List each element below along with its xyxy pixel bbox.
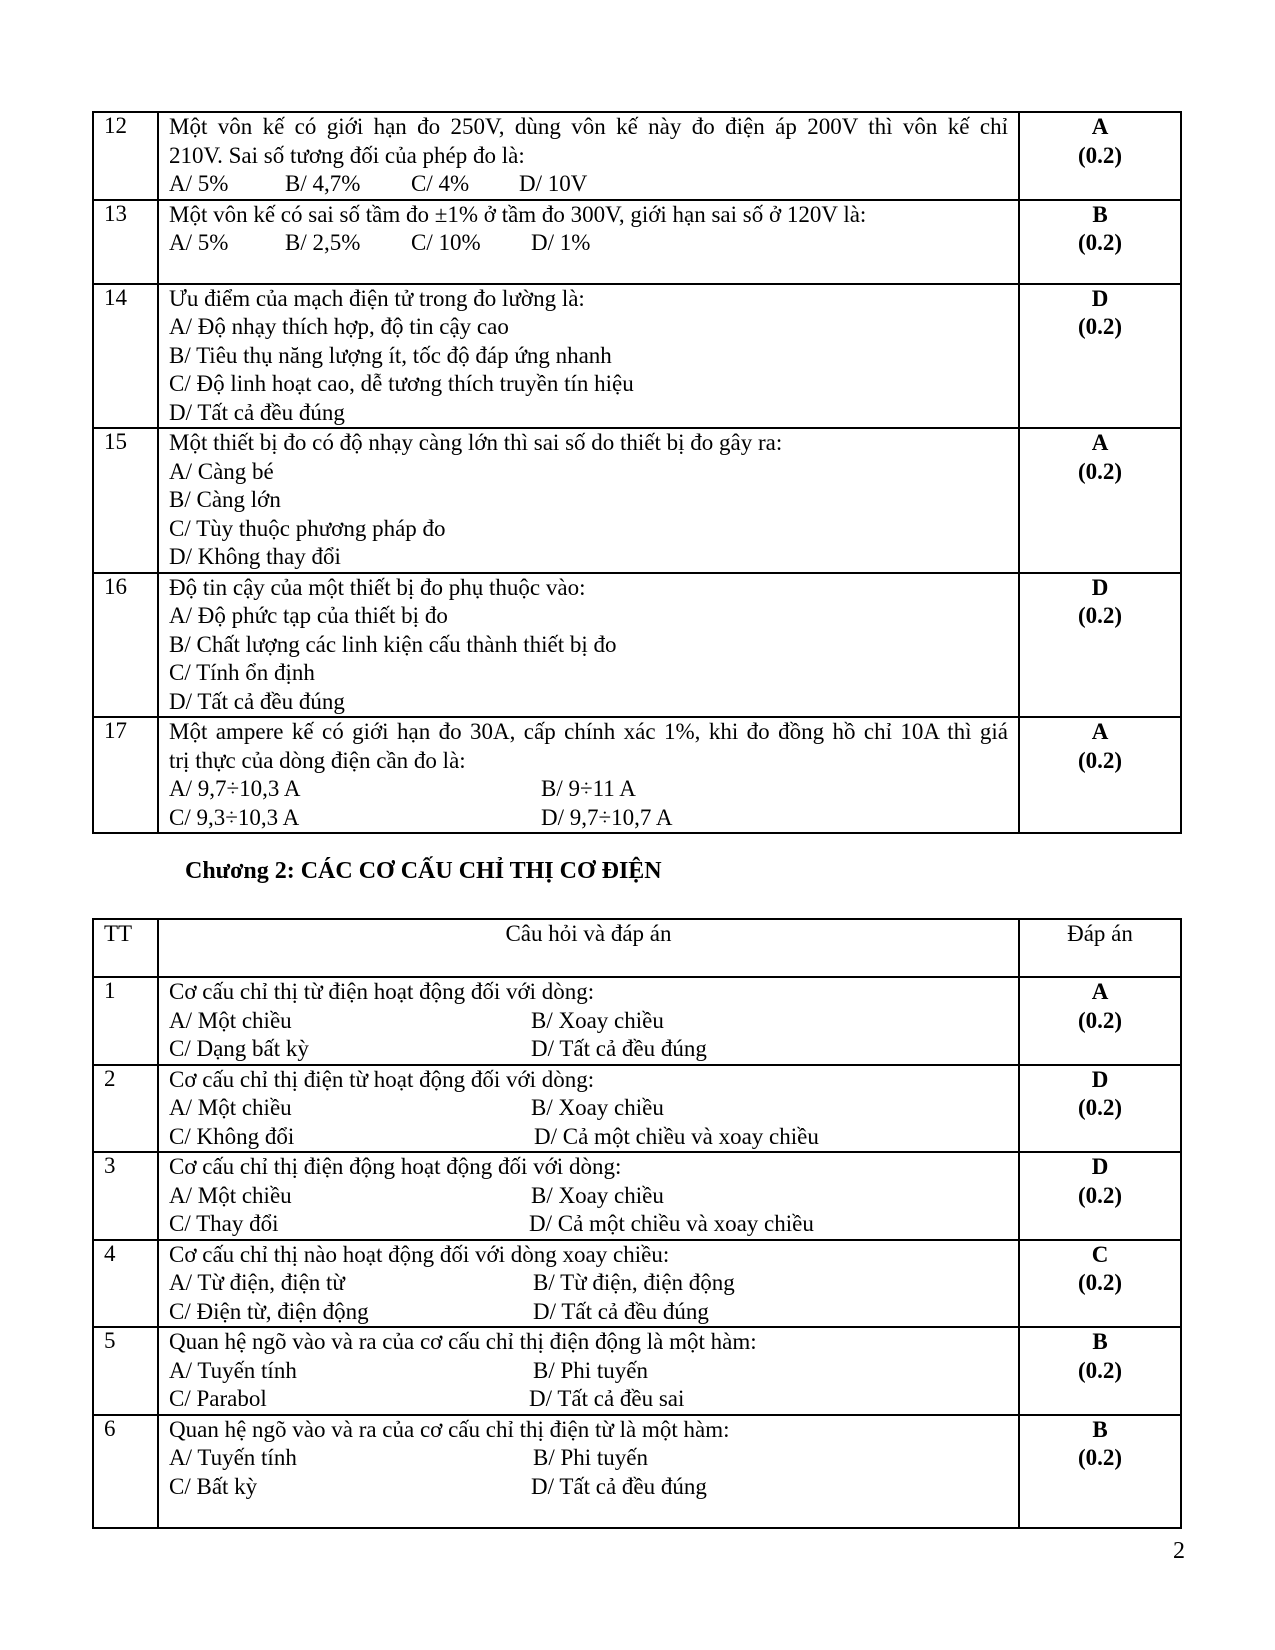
answer-letter: B <box>1092 1329 1108 1354</box>
question-number: 16 <box>93 573 158 718</box>
option: D/ Cả một chiều và xoay chiều <box>534 1123 819 1149</box>
answer-options <box>169 170 1008 199</box>
option: C/ Tính ổn định <box>169 660 315 685</box>
answer-options <box>169 775 1008 804</box>
question-cell <box>158 428 1019 573</box>
answer-score: (0.2) <box>1077 1445 1123 1470</box>
question-text: Ưu điểm của mạch điện tử trong đo lường là: <box>169 285 585 311</box>
question-number: 17 <box>93 717 158 833</box>
answer-letter: D <box>1091 285 1109 311</box>
option: A/ Độ nhạy thích hợp, độ tin cậy cao <box>169 314 509 339</box>
option: B/ 9÷11 A <box>541 776 636 801</box>
option: A/ Một chiều <box>169 1095 292 1120</box>
table-row <box>93 1415 1181 1528</box>
option: A/ 5% <box>169 171 229 196</box>
option: D/ Tất cả đều đúng <box>169 399 345 425</box>
answer-letter: B <box>1092 1416 1108 1442</box>
answer-score: (0.2) <box>1077 603 1123 628</box>
table-row <box>93 717 1181 833</box>
answer-cell <box>1019 1065 1181 1153</box>
question-number: 13 <box>93 200 158 284</box>
option: A/ Một chiều <box>169 1182 292 1208</box>
option: B/ Xoay chiều <box>531 1182 664 1208</box>
option: C/ Không đổi <box>169 1123 295 1149</box>
option: B/ Xoay chiều <box>531 1095 664 1120</box>
chapter-heading: Chương 2: CÁC CƠ CẤU CHỈ THỊ CƠ ĐIỆN <box>185 858 662 884</box>
answer-options <box>169 1473 1008 1502</box>
option: D/ Tất cả đều đúng <box>531 1036 707 1061</box>
page-number: 2 <box>1173 1538 1185 1564</box>
question-number: 4 <box>93 1240 158 1328</box>
option: B/ 2,5% <box>285 230 361 255</box>
question-text: Một thiết bị đo có độ nhạy càng lớn thì sai số do thiết bị đo gây ra: <box>169 430 783 455</box>
option: C/ 9,3÷10,3 A <box>169 804 300 830</box>
question-cell <box>158 1065 1019 1153</box>
answer-score: (0.2) <box>1077 142 1123 168</box>
question-cell <box>158 1327 1019 1415</box>
table-row <box>93 977 1181 1065</box>
option: C/ Thay đổi <box>169 1211 279 1236</box>
question-table-chapter-2 <box>92 918 1182 1529</box>
answer-cell <box>1019 1327 1181 1415</box>
question-cell <box>158 977 1019 1065</box>
question-number: 5 <box>93 1327 158 1415</box>
answer-options <box>169 229 1008 258</box>
question-text: Cơ cấu chỉ thị điện từ hoạt động đối với dòng: <box>169 1066 595 1092</box>
answer-options <box>169 1298 1008 1327</box>
option: A/ Một chiều <box>169 1007 292 1033</box>
table-row <box>93 573 1181 718</box>
answer-cell <box>1019 112 1181 200</box>
answer-cell <box>1019 1240 1181 1328</box>
option: C/ Tùy thuộc phương pháp đo <box>169 515 446 541</box>
answer-cell <box>1019 284 1181 429</box>
question-text: Một vôn kế có sai số tầm đo ±1% ở tầm đo 300V, giới hạn sai số ở 120V là: <box>169 201 867 227</box>
option: B/ Từ điện, điện động <box>533 1270 735 1295</box>
table-row <box>93 1065 1181 1153</box>
option: D/ Tất cả đều sai <box>529 1386 685 1411</box>
question-text: Cơ cấu chỉ thị từ điện hoạt động đối với dòng: <box>169 979 595 1004</box>
answer-letter: D <box>1091 1066 1109 1092</box>
question-number: 1 <box>93 977 158 1065</box>
answer-cell <box>1019 1415 1181 1528</box>
question-text: Cơ cấu chỉ thị điện động hoạt động đối với dòng: <box>169 1154 622 1179</box>
answer-options <box>169 1357 1008 1386</box>
answer-options <box>169 1269 1008 1298</box>
question-text: 210V. Sai số tương đối của phép đo là: <box>169 142 525 168</box>
option: D/ Cả một chiều và xoay chiều <box>529 1211 814 1236</box>
option: C/ Bất kỳ <box>169 1473 258 1499</box>
option: D/ 1% <box>531 230 591 255</box>
option: C/ Parabol <box>169 1386 267 1411</box>
answer-options <box>169 804 1008 833</box>
option: A/ 5% <box>169 230 229 255</box>
answer-options <box>169 1007 1008 1036</box>
answer-options <box>169 1094 1008 1123</box>
option: B/ Xoay chiều <box>531 1007 664 1033</box>
option: B/ Càng lớn <box>169 487 281 512</box>
question-number: 14 <box>93 284 158 429</box>
answer-score: (0.2) <box>1077 458 1123 484</box>
answer-letter: A <box>1091 114 1109 139</box>
question-cell <box>158 1152 1019 1240</box>
option: B/ 4,7% <box>285 171 361 196</box>
answer-letter: A <box>1091 719 1109 744</box>
answer-score: (0.2) <box>1077 1182 1123 1208</box>
column-header-answer: Đáp án <box>1019 919 1181 977</box>
answer-options <box>169 1035 1008 1064</box>
answer-options <box>169 1182 1008 1211</box>
option: A/ Càng bé <box>169 458 274 484</box>
answer-letter: A <box>1091 430 1109 455</box>
answer-letter: A <box>1091 979 1109 1004</box>
answer-letter: B <box>1092 201 1108 227</box>
question-text: Độ tin cậy của một thiết bị đo phụ thuộc vào: <box>169 574 586 600</box>
question-table-chapter-1 <box>92 111 1182 834</box>
answer-score: (0.2) <box>1077 1357 1123 1383</box>
answer-options <box>169 1444 1008 1473</box>
option: C/ 4% <box>411 171 470 196</box>
option: D/ 10V <box>519 171 588 196</box>
option: B/ Phi tuyến <box>533 1445 649 1470</box>
option: B/ Phi tuyến <box>533 1357 649 1383</box>
column-header-question: Câu hỏi và đáp án <box>158 919 1019 977</box>
question-number: 2 <box>93 1065 158 1153</box>
option: C/ Điện từ, điện động <box>169 1298 369 1324</box>
answer-score: (0.2) <box>1077 1095 1123 1120</box>
question-cell <box>158 1240 1019 1328</box>
option: A/ Tuyến tính <box>169 1357 297 1383</box>
option: D/ Tất cả đều đúng <box>531 1473 707 1499</box>
table-row <box>93 284 1181 429</box>
option: C/ Dạng bất kỳ <box>169 1036 309 1061</box>
option: C/ 10% <box>411 230 481 255</box>
table-row <box>93 1152 1181 1240</box>
answer-cell <box>1019 573 1181 718</box>
question-cell <box>158 284 1019 429</box>
answer-cell <box>1019 1152 1181 1240</box>
answer-letter: D <box>1091 1154 1109 1179</box>
option: D/ Không thay đổi <box>169 544 341 569</box>
question-cell <box>158 717 1019 833</box>
question-number: 6 <box>93 1415 158 1528</box>
table-row <box>93 112 1181 200</box>
table-row <box>93 200 1181 284</box>
question-cell <box>158 1415 1019 1528</box>
answer-options <box>169 1385 1008 1414</box>
answer-score: (0.2) <box>1077 1007 1123 1033</box>
question-text: Quan hệ ngõ vào và ra của cơ cấu chỉ thị điện động là một hàm: <box>169 1329 757 1354</box>
answer-options <box>169 1210 1008 1239</box>
answer-options <box>169 1123 1008 1152</box>
option: A/ Tuyến tính <box>169 1445 297 1470</box>
question-cell <box>158 200 1019 284</box>
option: D/ 9,7÷10,7 A <box>541 804 673 830</box>
question-text: Cơ cấu chỉ thị nào hoạt động đối với dòng xoay chiều: <box>169 1241 670 1267</box>
option: D/ Tất cả đều đúng <box>533 1298 709 1324</box>
question-number: 12 <box>93 112 158 200</box>
option: A/ Từ điện, điện từ <box>169 1270 345 1295</box>
answer-cell <box>1019 977 1181 1065</box>
question-number: 3 <box>93 1152 158 1240</box>
answer-score: (0.2) <box>1077 1270 1123 1295</box>
question-cell <box>158 573 1019 718</box>
answer-score: (0.2) <box>1077 314 1123 339</box>
answer-score: (0.2) <box>1077 747 1123 773</box>
table-row <box>93 1240 1181 1328</box>
option: C/ Độ linh hoạt cao, dễ tương thích truyền tín hiệu <box>169 371 634 396</box>
option: A/ Độ phức tạp của thiết bị đo <box>169 603 448 628</box>
table-row <box>93 428 1181 573</box>
question-cell <box>158 112 1019 200</box>
answer-letter: D <box>1091 574 1109 600</box>
answer-cell <box>1019 717 1181 833</box>
question-number: 15 <box>93 428 158 573</box>
answer-score: (0.2) <box>1077 230 1123 255</box>
question-text: Quan hệ ngõ vào và ra của cơ cấu chỉ thị điện từ là một hàm: <box>169 1416 730 1442</box>
table-row <box>93 1327 1181 1415</box>
answer-cell <box>1019 428 1181 573</box>
question-text: Một vôn kế có giới hạn đo 250V, dùng vôn kế này đo điện áp 200V thì vôn kế chỉ <box>169 114 1008 139</box>
answer-letter: C <box>1091 1241 1109 1267</box>
option: B/ Chất lượng các linh kiện cấu thành thiết bị đo <box>169 631 617 657</box>
column-header-tt: TT <box>93 919 158 977</box>
question-text: Một ampere kế có giới hạn đo 30A, cấp chính xác 1%, khi đo đồng hồ chỉ 10A thì giá <box>169 719 1008 744</box>
table-header-row <box>93 919 1181 977</box>
question-text: trị thực của dòng điện cần đo là: <box>169 747 466 773</box>
option: B/ Tiêu thụ năng lượng ít, tốc độ đáp ứng nhanh <box>169 342 612 368</box>
option: D/ Tất cả đều đúng <box>169 688 345 714</box>
option: A/ 9,7÷10,3 A <box>169 776 301 801</box>
answer-cell <box>1019 200 1181 284</box>
